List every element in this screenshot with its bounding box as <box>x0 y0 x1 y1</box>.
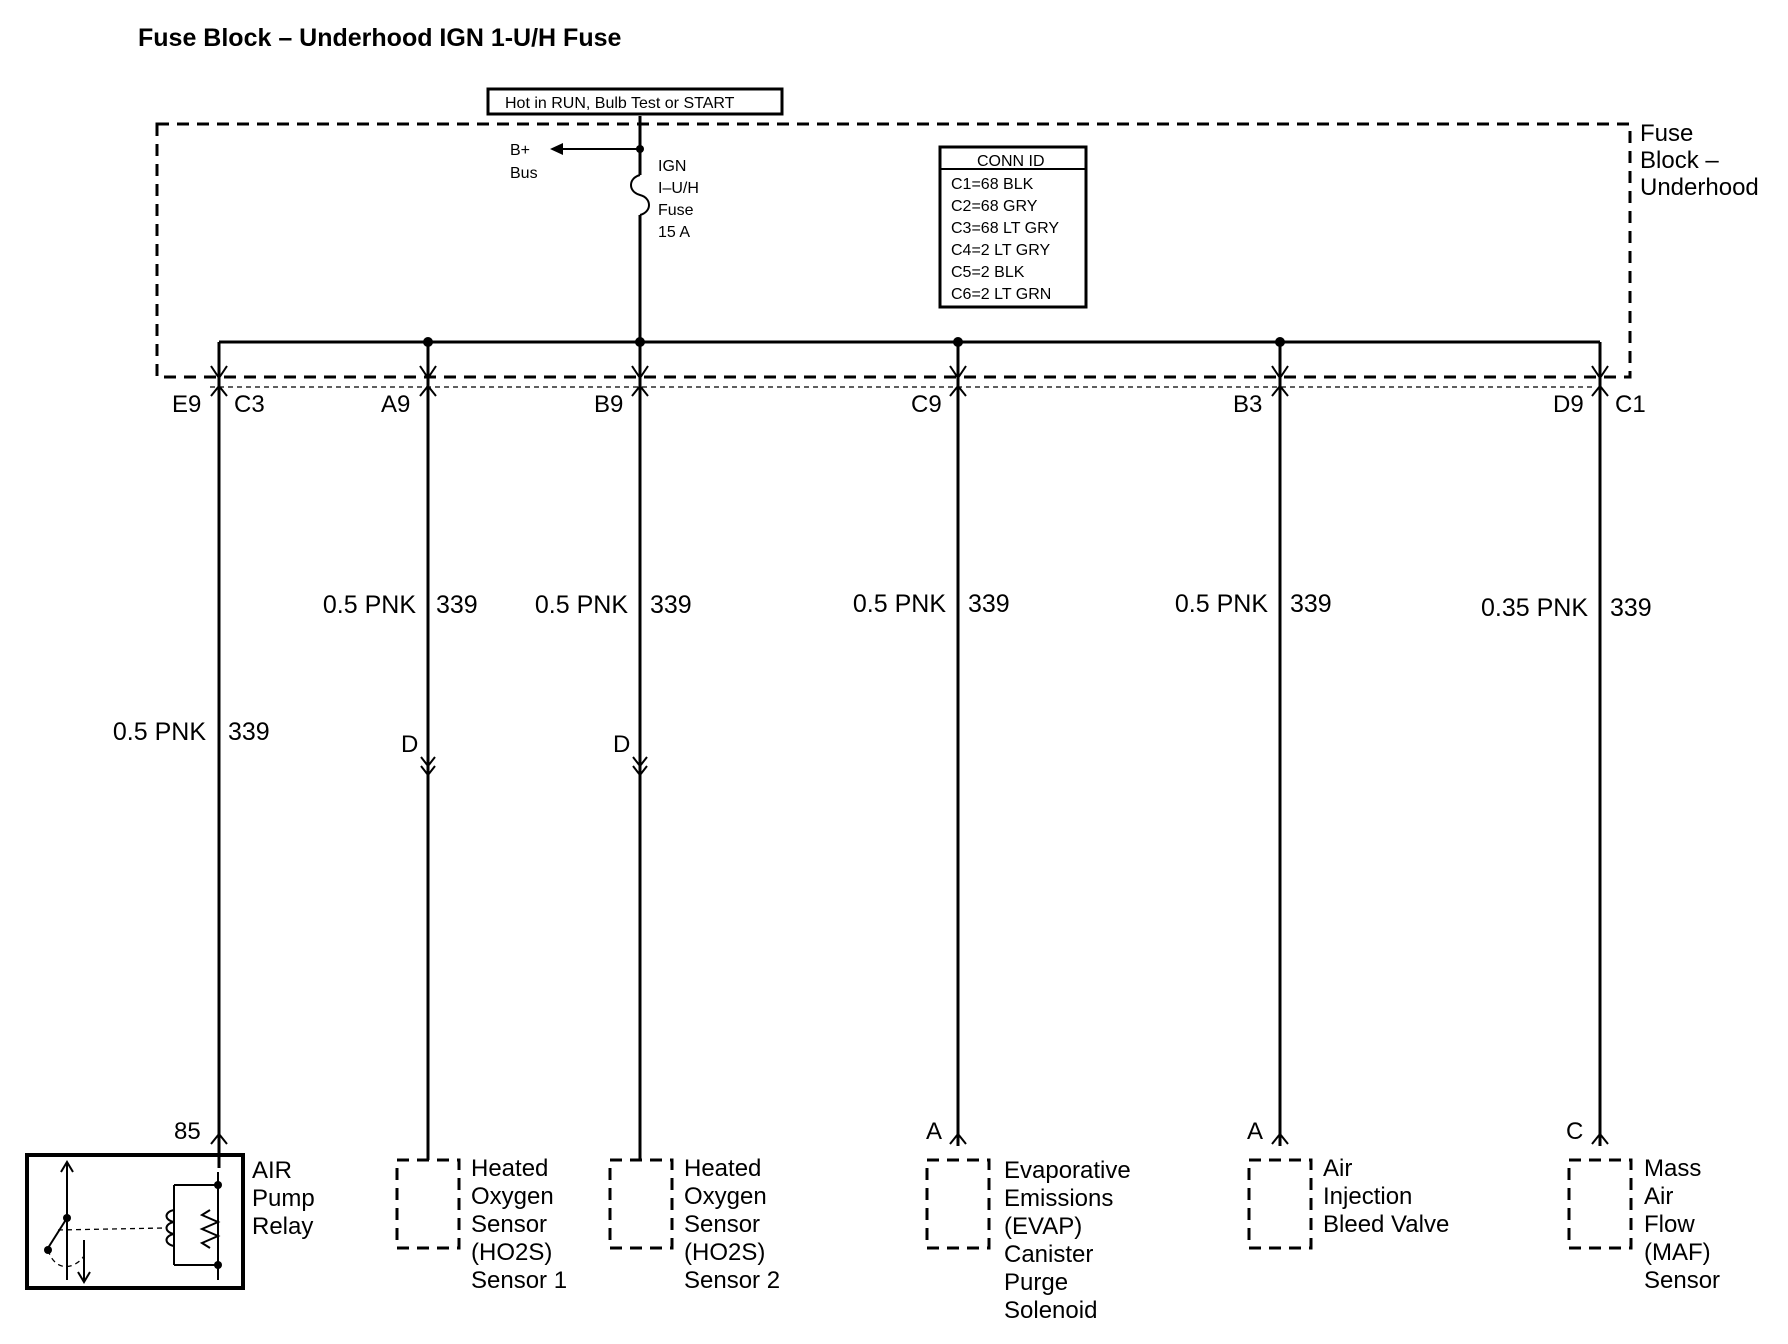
sensor-box <box>610 1160 672 1248</box>
component-label: Sensor 2 <box>684 1267 781 1294</box>
wire-color-label: 0.5 PNK <box>534 591 628 619</box>
relay-coil-icon <box>167 1210 175 1246</box>
component-label: Canister <box>1004 1241 1094 1268</box>
branch-ho2s-sensor-2 <box>535 342 780 1294</box>
branch-air-pump-relay <box>27 342 315 1288</box>
branch-maf-sensor <box>1481 342 1720 1294</box>
component-label: Oxygen <box>471 1183 554 1210</box>
component-label: Oxygen <box>684 1183 767 1210</box>
conn-id-row: C5=2 BLK <box>951 264 1025 281</box>
component-label: Sensor <box>471 1211 548 1238</box>
bplus-arrow-icon <box>550 143 563 155</box>
wire-color-label: 0.35 PNK <box>1480 594 1588 622</box>
bplus-junction <box>636 145 644 153</box>
component-label: Sensor <box>684 1211 761 1238</box>
component-box <box>1249 1160 1311 1248</box>
fuse-block-label-1: Fuse <box>1640 120 1694 147</box>
component-label: Mass <box>1644 1155 1702 1182</box>
wire-color-label: 0.5 PNK <box>322 591 416 619</box>
wire-color-label: 0.5 PNK <box>112 718 206 746</box>
relay-link <box>58 1228 164 1230</box>
component-label: Flow <box>1644 1211 1695 1238</box>
conn-id-row: C4=2 LT GRY <box>951 242 1051 259</box>
fuse-label-3: Fuse <box>658 202 694 219</box>
connector-label: C1 <box>1615 391 1646 418</box>
circuit-number: 339 <box>436 591 478 619</box>
fuse-label-4: 15 A <box>658 224 691 241</box>
component-label: (HO2S) <box>684 1239 766 1266</box>
component-label: Relay <box>252 1213 314 1240</box>
component-label: (EVAP) <box>1004 1213 1083 1240</box>
circuit-number: 339 <box>228 718 270 746</box>
bplus-label-2: Bus <box>510 165 538 182</box>
fuse-label-1: IGN <box>658 158 687 175</box>
sensor-box <box>1569 1160 1631 1248</box>
connector-label: C3 <box>234 391 265 418</box>
pin-label: B9 <box>594 391 624 418</box>
component-label: Solenoid <box>1004 1297 1098 1324</box>
circuit-number: 339 <box>1290 590 1332 618</box>
conn-id-header: CONN ID <box>977 153 1045 170</box>
terminal-label: A <box>926 1118 943 1145</box>
fuse-block-label-3: Underhood <box>1640 174 1759 201</box>
fuse-block-boundary <box>157 124 1630 377</box>
pin-label: D9 <box>1553 391 1584 418</box>
conn-id-row: C6=2 LT GRN <box>951 286 1052 303</box>
component-label: Air <box>1644 1183 1674 1210</box>
sensor-box <box>397 1160 459 1248</box>
conn-id-row: C2=68 GRY <box>951 198 1038 215</box>
fuse-label-2: I–U/H <box>658 180 699 197</box>
pin-label: C9 <box>911 391 942 418</box>
branch-air-injection-bleed-valve <box>1175 342 1449 1248</box>
resistor-icon <box>202 1210 218 1248</box>
component-label: Emissions <box>1004 1185 1114 1212</box>
pin-label: B3 <box>1233 391 1263 418</box>
terminal-label: 85 <box>174 1118 201 1145</box>
component-label: (MAF) <box>1644 1239 1711 1266</box>
component-label: (HO2S) <box>471 1239 553 1266</box>
conn-id-row: C3=68 LT GRY <box>951 220 1060 237</box>
component-label: Pump <box>252 1185 315 1212</box>
component-label: Bleed Valve <box>1323 1211 1450 1238</box>
circuit-number: 339 <box>1610 594 1652 622</box>
relay-box <box>27 1155 243 1288</box>
component-label: Purge <box>1004 1269 1069 1296</box>
circuit-number: 339 <box>650 591 692 619</box>
fuse-icon <box>631 175 649 215</box>
component-label: Sensor <box>1644 1267 1721 1294</box>
pin-label: E9 <box>172 391 202 418</box>
terminal-label: A <box>1247 1118 1264 1145</box>
fuse-block-label-2: Block – <box>1640 147 1719 174</box>
wire-color-label: 0.5 PNK <box>1174 590 1268 618</box>
relay-switch-arm <box>48 1218 67 1248</box>
terminal-label: C <box>1566 1118 1584 1145</box>
component-label: Air <box>1323 1155 1353 1182</box>
component-box <box>927 1160 989 1248</box>
wire-color-label: 0.5 PNK <box>852 590 946 618</box>
component-label: Heated <box>471 1155 549 1182</box>
power-condition-label: Hot in RUN, Bulb Test or START <box>505 95 735 112</box>
component-label: Heated <box>684 1155 762 1182</box>
branch-ho2s-sensor-1 <box>323 342 567 1294</box>
component-label: AIR <box>252 1157 293 1184</box>
pin-label: A9 <box>381 391 411 418</box>
component-label: Evaporative <box>1004 1157 1131 1184</box>
branch-evap-solenoid <box>853 342 1131 1324</box>
component-label: Sensor 1 <box>471 1267 568 1294</box>
conn-id-row: C1=68 BLK <box>951 176 1034 193</box>
circuit-number: 339 <box>968 590 1010 618</box>
inline-connector-label: D <box>613 731 631 758</box>
diagram-title: Fuse Block – Underhood IGN 1-U/H Fuse <box>138 24 622 52</box>
inline-connector-label: D <box>401 731 419 758</box>
bplus-label-1: B+ <box>510 142 531 159</box>
component-label: Injection <box>1323 1183 1413 1210</box>
